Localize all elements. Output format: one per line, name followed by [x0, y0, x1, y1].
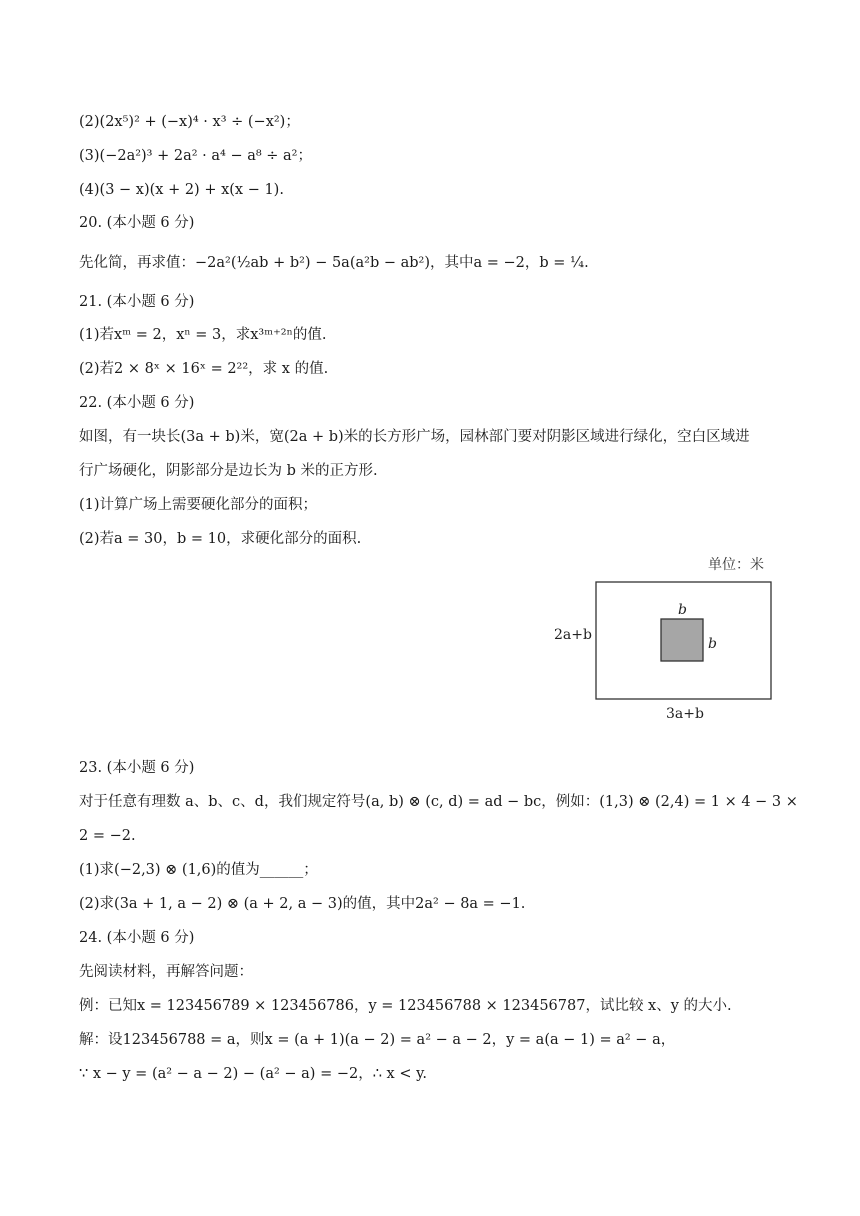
problem-20-header: 20. (本小题 6 分)	[79, 215, 195, 231]
unit-label: 单位：米	[708, 557, 764, 573]
problem-24-header: 24. (本小题 6 分)	[79, 930, 195, 946]
plaza-figure	[540, 552, 780, 732]
shaded-square	[661, 619, 703, 661]
problem-23-part-1: (1)求(−2,3) ⊗ (1,6)的值为______；	[79, 862, 318, 878]
problem-23-header: 23. (本小题 6 分)	[79, 760, 195, 776]
problem-24-solution-line-2: ∵ x − y = (a² − a − 2) − (a² − a) = −2，∴ x < y.	[79, 1066, 427, 1082]
problem-22-text-line-1: 如图，有一块长(3a + b)米，宽(2a + b)米的长方形广场，园林部门要对阴影区域进行绿化，空白区域进	[79, 429, 750, 445]
problem-19-part-3: (3)(−2a²)³ + 2a² · a⁴ − a⁸ ÷ a²；	[79, 148, 312, 164]
problem-23-text-line-1: 对于任意有理数 a、b、c、d，我们规定符号(a, b) ⊗ (c, d) = ad − bc，例如：(1,3) ⊗ (2,4) = 1 × 4 − 3 ×	[79, 794, 798, 810]
problem-19-part-4: (4)(3 − x)(x + 2) + x(x − 1).	[79, 182, 284, 198]
problem-22-part-2: (2)若a = 30，b = 10，求硬化部分的面积.	[79, 531, 362, 547]
problem-23-part-2: (2)求(3a + 1, a − 2) ⊗ (a + 2, a − 3)的值，其中2a² − 8a = −1.	[79, 896, 526, 912]
square-right-label: b	[708, 636, 717, 652]
problem-24-solution-line-1: 解：设123456788 = a，则x = (a + 1)(a − 2) = a² − a − 2，y = a(a − 1) = a² − a，	[79, 1032, 676, 1048]
problem-24-example: 例：已知x = 123456789 × 123456786，y = 123456788 × 123456787，试比较 x、y 的大小.	[79, 998, 732, 1014]
problem-19-part-2: (2)(2x⁵)² + (−x)⁴ · x³ ÷ (−x²)；	[79, 114, 300, 130]
square-top-label: b	[678, 602, 687, 618]
problem-23-text-line-2: 2 = −2.	[79, 828, 136, 844]
plaza-diagram	[540, 552, 780, 732]
problem-22-text-line-2: 行广场硬化，阴影部分是边长为 b 米的正方形.	[79, 463, 378, 479]
problem-21-part-2: (2)若2 × 8ˣ × 16ˣ = 2²²，求 x 的值.	[79, 361, 329, 377]
problem-22-header: 22. (本小题 6 分)	[79, 395, 195, 411]
length-label: 3a+b	[666, 706, 704, 722]
problem-22-part-1: (1)计算广场上需要硬化部分的面积；	[79, 497, 318, 513]
problem-21-header: 21. (本小题 6 分)	[79, 294, 195, 310]
problem-21-part-1: (1)若xᵐ = 2，xⁿ = 3，求x³ᵐ⁺²ⁿ的值.	[79, 327, 327, 343]
problem-20-text: 先化简，再求值：−2a²(½ab + b²) − 5a(a²b − ab²)，其中a = −2，b = ¼.	[79, 255, 589, 271]
width-label: 2a+b	[554, 627, 592, 643]
problem-24-intro: 先阅读材料，再解答问题：	[79, 964, 253, 980]
